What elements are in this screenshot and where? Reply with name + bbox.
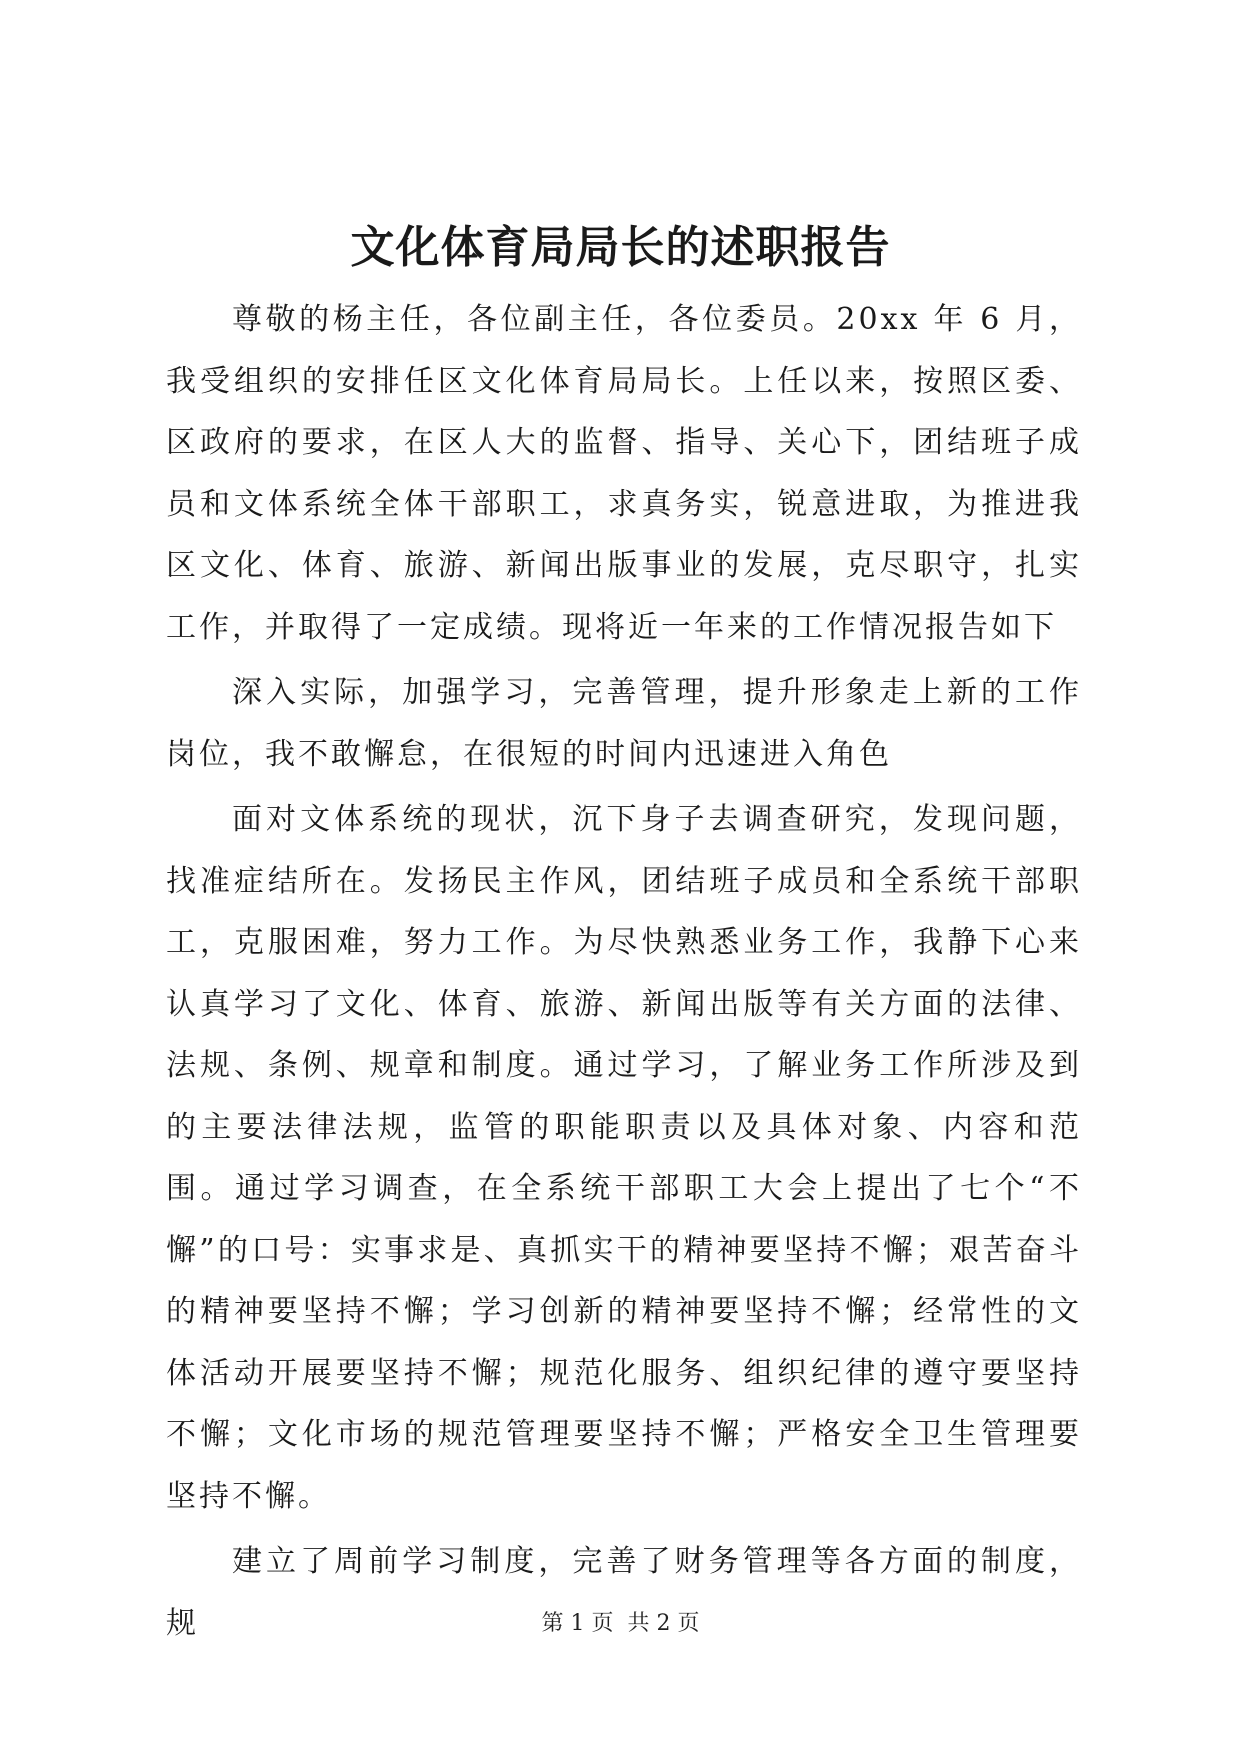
- document-body: [166, 289, 1082, 1654]
- document-title: 文化体育局局长的述职报告: [350, 222, 891, 273]
- paragraph-study: 深入实际，加强学习，完善管理，提升形象走上新的工作岗位，我不敢懈怠，在很短的时间内迅速进入角色: [166, 675, 1082, 772]
- page-footer: [0, 1608, 1241, 1640]
- page-number: 第 1 页 共 2 页: [541, 1611, 700, 1636]
- paragraph-system-status: 面对文体系统的现状，沉下身子去调查研究，发现问题，找准症结所在。发扬民主作风，团结班子成员和全系统干部职工，克服困难，努力工作。为尽快熟悉业务工作，我静下心来认真学习了文化、体育、旅游、新闻出版等有关方面的法律、法规、条例、规章和制度。通过学习，了解业务工作所涉及到的主要法律法规，监管的职能职责以及具体对象、内容和范围。通过学习调查，在全系统干部职工大会上提出了七个“不懈”的口号：实事求是、真抓实干的精神要坚持不懈；艰苦奋斗的精神要坚持不懈；学习创新的精神要坚持不懈；经常性的文体活动开展要坚持不懈；规范化服务、组织纪律的遵守要坚持不懈；文化市场的规范管理要坚持不懈；严格安全卫生管理要坚持不懈。: [166, 802, 1082, 1514]
- paragraph-rules: 建立了周前学习制度，完善了财务管理等各方面的制度，规: [166, 1544, 1082, 1641]
- paragraph-opening: 尊敬的杨主任，各位副主任，各位委员。20xx 年 6 月，我受组织的安排任区文化体育局局长。上任以来，按照区委、区政府的要求，在区人大的监督、指导、关心下，团结班子成员和文体系统全体干部职工，求真务实，锐意进取，为推进我区文化、体育、旅游、新闻出版事业的发展，克尽职守，扎实工作，并取得了一定成绩。现将近一年来的工作情况报告如下: [166, 302, 1082, 645]
